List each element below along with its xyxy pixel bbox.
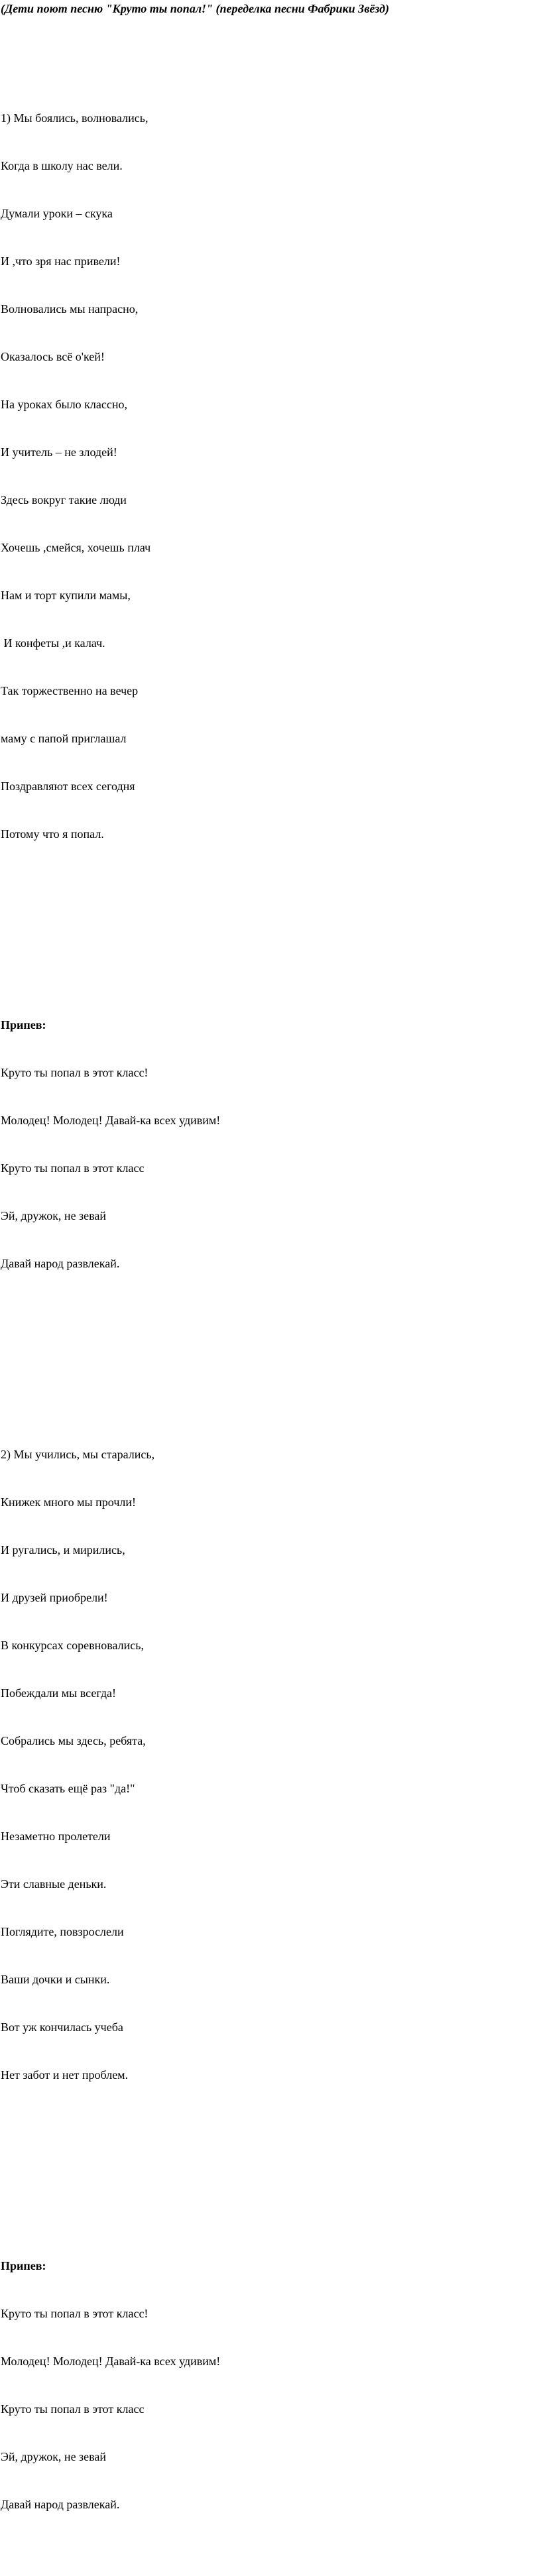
stanza-spacer <box>1 921 220 937</box>
lyric-line: Когда в школу нас вели. <box>1 159 123 172</box>
lyric-line: 1) Мы боялись, волновались, <box>1 111 149 125</box>
chorus-heading: Припев: <box>1 2259 46 2272</box>
stanza-spacer <box>1 2162 220 2178</box>
lyric-line: Книжек много мы прочли! <box>1 1495 136 1509</box>
lyric-line: Нет забот и нет проблем. <box>1 2068 129 2081</box>
lyric-line: И учитель – не злодей! <box>1 445 117 459</box>
lyric-line: маму с папой приглашал <box>1 732 127 745</box>
chorus-1 <box>1 985 220 1303</box>
lyric-line: Давай народ развлекай. <box>1 2498 120 2511</box>
lyric-line: И ругались, и мирились, <box>1 1543 125 1556</box>
lyric-line: Поздравляют всех сегодня <box>1 780 135 793</box>
lyric-line: Думали уроки – скука <box>1 207 113 220</box>
chorus-2 <box>1 2226 220 2544</box>
lyric-line: Молодец! Молодец! Давай-ка всех удивим! <box>1 1114 221 1127</box>
stanza-spacer <box>1 1351 220 1367</box>
lyric-line: Побеждали мы всегда! <box>1 1686 116 1700</box>
lyric-line: Чтоб сказать ещё раз "да!" <box>1 1782 135 1795</box>
lyric-line: 2) Мы учились, мы старались, <box>1 1448 155 1461</box>
lyric-line: И ,что зря нас привели! <box>1 255 121 268</box>
lyric-line: Оказалось всё о'кей! <box>1 350 105 363</box>
lyric-line: Круто ты попал в этот класс! <box>1 2307 149 2320</box>
lyric-line: Давай народ развлекай. <box>1 1257 120 1270</box>
chorus-heading: Припев: <box>1 1018 46 1031</box>
verse-1 <box>1 78 220 874</box>
lyric-line: Нам и торт купили мамы, <box>1 589 131 602</box>
lyric-line: Круто ты попал в этот класс <box>1 2402 145 2416</box>
lyric-line: Поглядите, повзрослели <box>1 1925 124 1938</box>
lyric-line: Ваши дочки и сынки. <box>1 1973 110 1986</box>
lyric-line: На уроках было классно, <box>1 398 128 411</box>
lyric-line: Потому что я попал. <box>1 827 104 841</box>
lyric-line: В конкурсах соревновались, <box>1 1639 144 1652</box>
song-title: (Дети поют песню "Круто ты попал!" (переделка песни Фабрики Звёзд) <box>1 2 390 15</box>
lyric-line: Здесь вокруг такие люди <box>1 493 127 506</box>
lyric-line: Эй, дружок, не зевай <box>1 2450 107 2463</box>
song-lyrics <box>1 46 220 2576</box>
lyric-line: Молодец! Молодец! Давай-ка всех удивим! <box>1 2355 221 2368</box>
lyric-line: Хочешь ,смейся, хочешь плач <box>1 541 151 554</box>
lyric-line: Так торжественно на вечер <box>1 684 139 697</box>
lyric-line: И друзей приобрели! <box>1 1591 108 1604</box>
lyric-line: Волновались мы напрасно, <box>1 302 139 316</box>
lyric-line: Эти славные деньки. <box>1 1877 107 1891</box>
lyric-line: Эй, дружок, не зевай <box>1 1209 107 1222</box>
lyric-line: Круто ты попал в этот класс <box>1 1161 145 1175</box>
lyric-line: Вот уж кончилась учеба <box>1 2020 123 2034</box>
lyric-line: Круто ты попал в этот класс! <box>1 1066 149 1079</box>
lyric-line: Собрались мы здесь, ребята, <box>1 1734 146 1747</box>
lyric-line: Незаметно пролетели <box>1 1830 111 1843</box>
lyric-line: И конфеты ,и калач. <box>1 636 105 650</box>
verse-2 <box>1 1415 220 2115</box>
